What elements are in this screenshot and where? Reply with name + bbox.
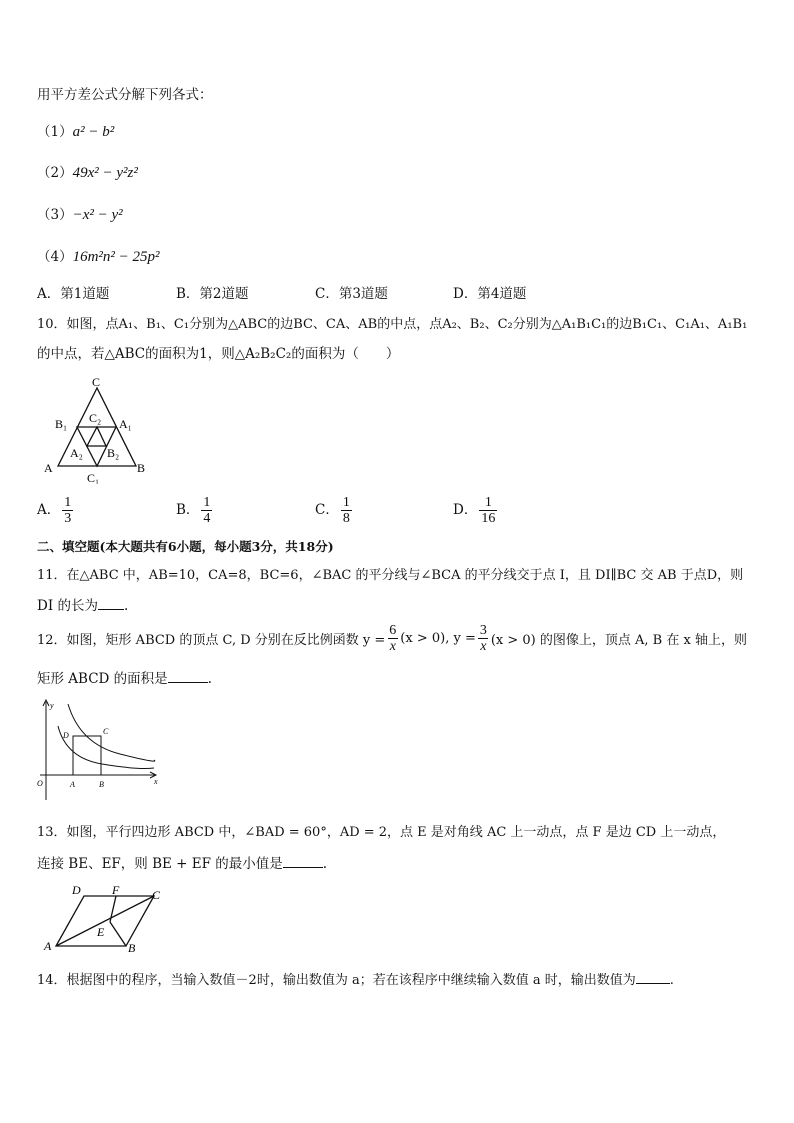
label-c: C — [103, 727, 109, 736]
label-a: A — [44, 461, 53, 475]
item-label: （4） — [37, 249, 73, 265]
label-b: B — [137, 461, 146, 475]
denominator: 16 — [481, 511, 496, 526]
numerator: 3 — [479, 623, 487, 638]
label-b1: B₁ — [55, 417, 68, 431]
label-d: D — [63, 731, 69, 740]
answer-blank — [98, 597, 124, 610]
option-letter: C． — [315, 502, 339, 518]
label-b: B — [128, 941, 136, 954]
item-expr: −x² − y² — [72, 207, 123, 223]
item-expr: 16m²n² − 25p² — [72, 249, 160, 265]
curve-y-6-over-x — [68, 704, 155, 761]
label-a: A — [44, 939, 52, 953]
q9-item-1 — [37, 120, 114, 141]
q11-line-2 — [37, 594, 128, 614]
q11-period: . — [123, 598, 129, 614]
numerator: 1 — [64, 495, 72, 510]
denominator: x — [389, 639, 396, 654]
denominator: x — [480, 639, 487, 654]
q13-period: . — [322, 856, 328, 872]
denominator: 3 — [64, 511, 72, 526]
label-o: O — [37, 779, 43, 788]
numerator: 1 — [203, 495, 211, 510]
q12-graph-figure — [32, 696, 164, 804]
label-a1: A₁ — [119, 417, 132, 431]
label-d: D — [72, 883, 81, 897]
q13-text: 连接 BE、EF，则 BE + EF 的最小值是 — [37, 856, 283, 872]
numerator: 1 — [484, 495, 492, 510]
q12-text-pre: 12．如图，矩形 ABCD 的顶点 C, D 分别在反比例函数 y = — [37, 633, 386, 648]
label-c: C — [152, 888, 161, 902]
item-label: （3） — [37, 207, 73, 223]
label-b: B — [99, 780, 104, 789]
q13-line-1: 13．如图，平行四边形 ABCD 中，∠BAD = 60°，AD = 2，点 E 是对角线 AC 上一动点，点 F 是边 CD 上一动点， — [37, 825, 726, 840]
q12-line-1 — [37, 623, 747, 654]
q10-option-d — [453, 495, 499, 526]
option-fraction — [201, 495, 212, 526]
denominator: 4 — [203, 511, 211, 526]
section-heading: 二、填空题(本大题共有6小题，每小题3分，共18分) — [37, 539, 334, 554]
label-f: F — [112, 883, 120, 897]
q13-parallelogram-figure — [40, 880, 180, 954]
answer-blank — [168, 670, 208, 683]
q14-period: . — [669, 973, 674, 988]
q12-fraction-2 — [478, 623, 489, 654]
q12-text: 矩形 ABCD 的面积是 — [37, 671, 168, 687]
q12-fraction-1 — [387, 623, 398, 654]
numerator: 1 — [342, 495, 350, 510]
q12-period: . — [207, 671, 212, 687]
item-expr: a² − b² — [72, 124, 115, 140]
q11-text: DI 的长为 — [37, 598, 98, 614]
answer-blank — [283, 855, 323, 868]
option-letter: B． — [176, 502, 200, 518]
rectangle-abcd — [73, 736, 101, 775]
label-y: y — [50, 701, 54, 710]
q13-line-2 — [37, 852, 327, 872]
q9-item-3 — [37, 203, 123, 224]
q9-option-d: D．第4道题 — [453, 286, 527, 302]
q12-text-post: (x > 0) 的图像上，顶点 A, B 在 x 轴上，则 — [490, 633, 747, 648]
q9-option-a: A．第1道题 — [37, 286, 110, 302]
label-a2: A₂ — [70, 446, 83, 460]
label-c: C — [92, 375, 101, 389]
label-e: E — [97, 925, 105, 939]
q9-intro: 用平方差公式分解下列各式： — [37, 87, 213, 103]
q10-line-2: 的中点，若△ABC的面积为1，则△A₂B₂C₂的面积为（ ） — [37, 346, 400, 362]
option-letter: D． — [453, 502, 478, 518]
option-fraction — [341, 495, 352, 526]
label-x: x — [154, 777, 158, 786]
q14-line-1 — [37, 969, 674, 988]
segment-be — [110, 922, 126, 946]
q10-option-b — [176, 495, 214, 526]
q10-option-c — [315, 495, 354, 526]
q9-option-c: C．第3道题 — [315, 286, 388, 302]
label-c2: C₂ — [89, 411, 102, 425]
option-fraction — [62, 495, 73, 526]
label-a: A — [70, 780, 75, 789]
segment-ef — [110, 896, 116, 922]
numerator: 6 — [389, 623, 397, 638]
q12-text-mid: (x > 0), y = — [400, 631, 476, 646]
q9-item-4 — [37, 245, 160, 266]
q10-triangle-figure — [36, 372, 156, 484]
triangle-a2b2c2 — [87, 427, 106, 446]
q11-line-1: 11．在△ABC 中，AB=10，CA=8，BC=6，∠BAC 的平分线与∠BCA 的平分线交于点 I，且 DI∥BC 交 AB 于点D，则 — [37, 568, 744, 583]
denominator: 8 — [342, 511, 350, 526]
item-label: （2） — [37, 165, 73, 181]
option-fraction — [479, 495, 497, 526]
label-b2: B₂ — [107, 446, 120, 460]
label-c1: C₁ — [87, 471, 100, 484]
answer-blank — [636, 971, 670, 984]
option-letter: A． — [37, 502, 61, 518]
q9-option-b: B．第2道题 — [176, 286, 249, 302]
q12-line-2 — [37, 667, 212, 687]
q10-option-a — [37, 495, 75, 526]
q9-item-2 — [37, 161, 138, 182]
q10-line-1: 10．如图，点A₁、B₁、C₁分别为△ABC的边BC、CA、AB的中点，点A₂、B₂、C₂分别为△A₁B₁C₁的边B₁C₁、C₁A₁、A₁B₁ — [37, 317, 748, 332]
item-label: （1） — [37, 124, 73, 140]
q14-text: 14．根据图中的程序，当输入数值－2时，输出数值为 a；若在该程序中继续输入数值 a 时，输出数值为 — [37, 973, 636, 988]
item-expr: 49x² − y²z² — [72, 165, 138, 181]
